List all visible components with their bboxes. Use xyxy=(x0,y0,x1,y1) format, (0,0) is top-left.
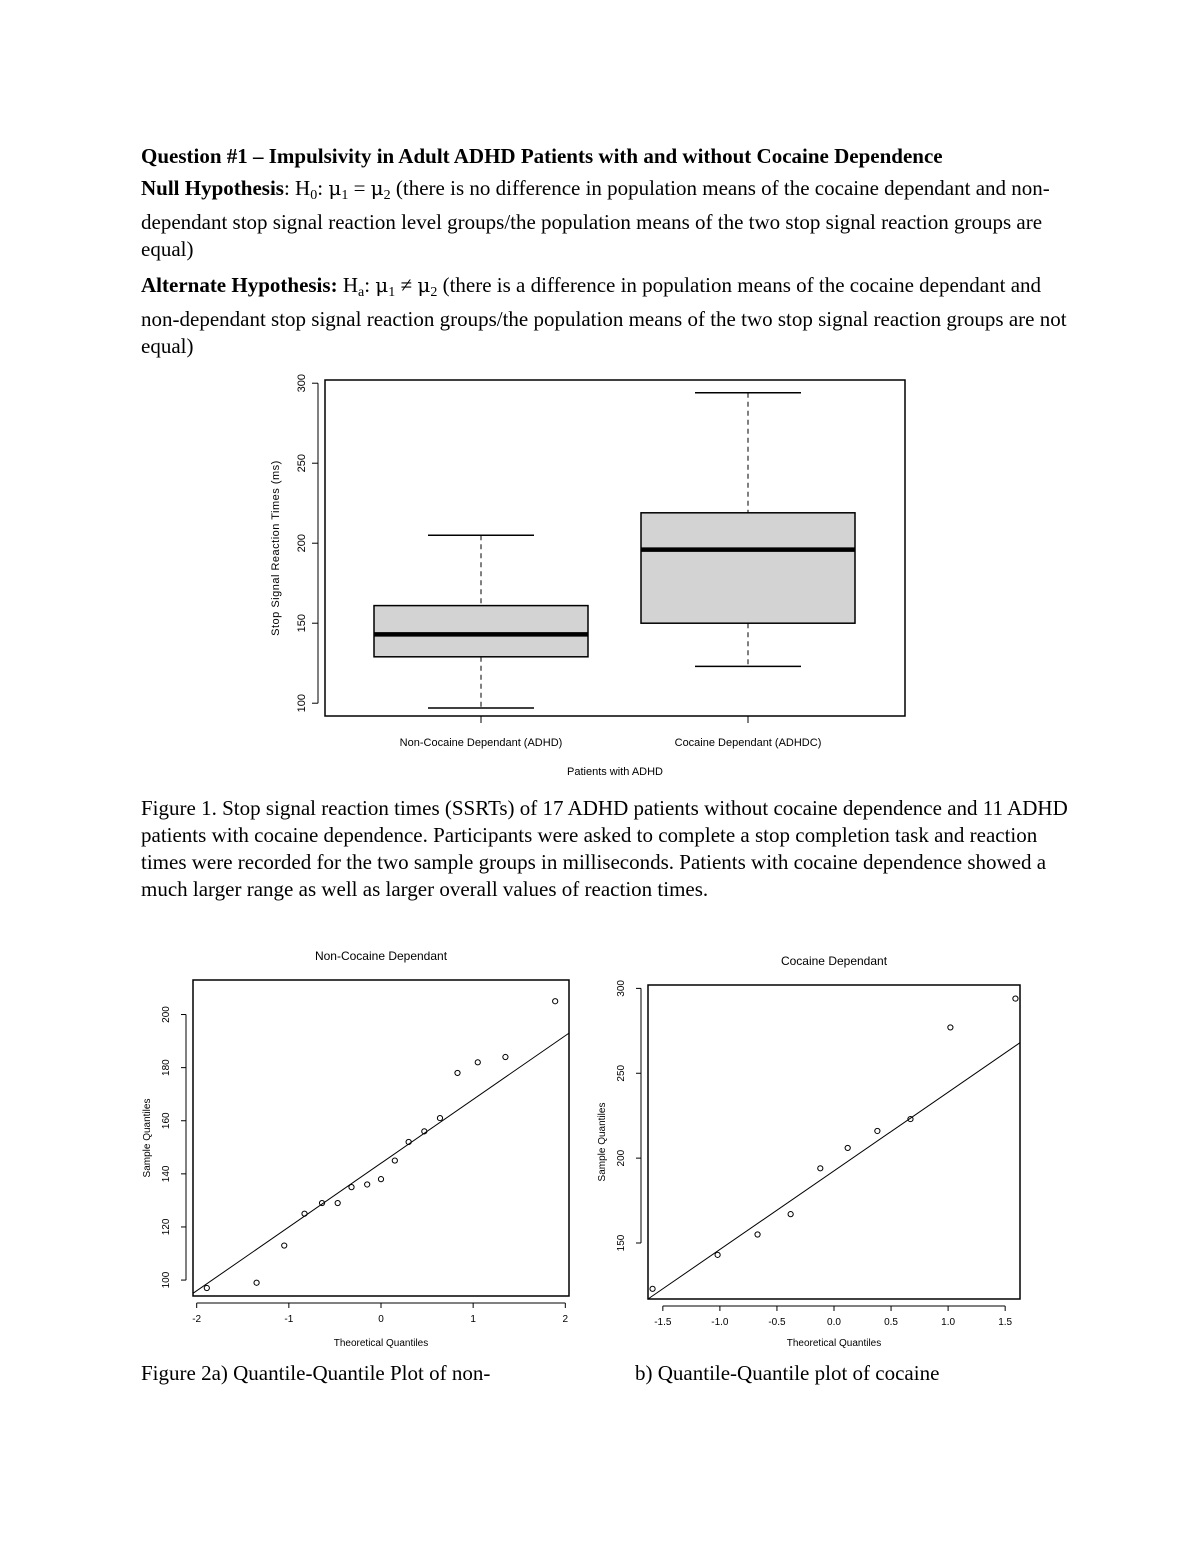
null-hypothesis-text: (there is no difference in population means of the cocaine dependant and non-dependant stop signal reaction level groups/the population means of the two stop signal reaction groups are equal) xyxy=(141,176,1050,261)
null-hypothesis-colon: : xyxy=(317,176,329,200)
null-hypothesis-relation: = xyxy=(348,176,371,200)
qq-y-tick-label: 140 xyxy=(161,1165,172,1183)
boxplot-x-axis-label: Patients with ADHD xyxy=(567,766,663,778)
qq-point xyxy=(788,1212,793,1217)
alternate-hypothesis-mu2-sub: 2 xyxy=(430,285,438,300)
qq-x-tick-label: 1 xyxy=(470,1314,476,1325)
boxplot-y-tick-label: 150 xyxy=(296,614,308,633)
null-hypothesis-mu1: μ xyxy=(328,176,342,200)
alternate-hypothesis-h: H xyxy=(342,273,358,297)
qq-x-tick-label: -0.5 xyxy=(768,1317,786,1328)
qq-y-axis-label: Sample Quantiles xyxy=(142,1098,153,1178)
null-hypothesis-mu2-sub: 2 xyxy=(383,188,391,203)
qq-y-tick-label: 120 xyxy=(161,1218,172,1236)
alternate-hypothesis-mu1-sub: 1 xyxy=(388,285,396,300)
boxplot-x-tick-label: Cocaine Dependant (ADHDC) xyxy=(674,737,822,749)
qq-point xyxy=(875,1128,880,1133)
qq-frame xyxy=(648,985,1020,1299)
qq-x-axis-label: Theoretical Quantiles xyxy=(333,1338,429,1349)
null-hypothesis-h-sub: 0 xyxy=(310,188,318,203)
qq-x-tick-label: -2 xyxy=(192,1314,202,1325)
qq-x-tick-label: -1 xyxy=(284,1314,294,1325)
qq-y-tick-label: 150 xyxy=(616,1234,627,1252)
boxplot-y-tick-label: 200 xyxy=(296,534,308,553)
alternate-hypothesis-colon: : xyxy=(364,273,376,297)
qq-point xyxy=(845,1145,850,1150)
qq-y-tick-label: 160 xyxy=(161,1112,172,1130)
figure1-caption: Figure 1. Stop signal reaction times (SSRTs) of 17 ADHD patients without cocaine dependence and 11 ADHD patients with cocaine dependence. Participants were asked to complete a stop completion task and reaction times were recorded for the two sample groups in milliseconds. Patients with cocaine dependence showed a much larger range as well as larger overall values of reaction times. xyxy=(141,796,1068,901)
null-hypothesis-mu2: μ xyxy=(370,176,384,200)
qq-title: Cocaine Dependant xyxy=(780,954,888,968)
qq-point xyxy=(755,1232,760,1237)
qq-x-tick-label: -1.5 xyxy=(654,1317,672,1328)
alternate-hypothesis-h-sub: a xyxy=(357,285,365,300)
qq-y-tick-label: 250 xyxy=(616,1064,627,1082)
qq-x-tick-label: 0.5 xyxy=(884,1317,899,1328)
alternate-hypothesis-label: Alternate Hypothesis: xyxy=(141,273,338,297)
qq-y-tick-label: 300 xyxy=(616,980,627,997)
qq-y-tick-label: 200 xyxy=(161,1006,172,1023)
qq-point xyxy=(948,1025,953,1030)
null-hypothesis-sep: : xyxy=(283,176,296,200)
qq-x-tick-label: 1.5 xyxy=(998,1317,1013,1328)
alternate-hypothesis-text: (there is a difference in population means of the cocaine dependant and non-dependant stop signal reaction groups/the population means of the two stop signal reaction groups are not equal) xyxy=(141,273,1067,358)
qq-x-tick-label: -1.0 xyxy=(711,1317,729,1328)
null-hypothesis-h: H xyxy=(295,176,311,200)
qq-x-tick-label: 0 xyxy=(378,1314,384,1325)
qq-point xyxy=(818,1166,823,1171)
qq-point xyxy=(715,1252,720,1257)
qq-title: Non-Cocaine Dependant xyxy=(314,949,448,963)
qq-point xyxy=(650,1286,655,1291)
qq-reference-line xyxy=(648,1043,1020,1299)
qq-y-axis-label: Sample Quantiles xyxy=(597,1102,608,1182)
figure2a-caption: Figure 2a) Quantile-Quantile Plot of non- xyxy=(141,1361,491,1385)
qq-x-axis-label: Theoretical Quantiles xyxy=(786,1338,882,1349)
qq-point xyxy=(1013,996,1018,1001)
figure2b-caption: b) Quantile-Quantile plot of cocaine xyxy=(635,1361,940,1385)
question-title: Question #1 – Impulsivity in Adult ADHD Patients with and without Cocaine Dependence xyxy=(141,144,943,168)
alternate-hypothesis-mu2: μ xyxy=(417,273,431,297)
qq-y-tick-label: 100 xyxy=(161,1271,172,1289)
qq-y-tick-label: 200 xyxy=(616,1149,627,1167)
qq-x-tick-label: 2 xyxy=(562,1314,569,1325)
boxplot-y-tick-label: 300 xyxy=(296,374,308,393)
qq-x-tick-label: 1.0 xyxy=(941,1317,956,1328)
null-hypothesis-mu1-sub: 1 xyxy=(341,188,349,203)
null-hypothesis-label: Null Hypothesis xyxy=(141,176,284,200)
boxplot-y-axis-label: Stop Signal Reaction Times (ms) xyxy=(270,460,282,636)
qq-x-tick-label: 0.0 xyxy=(827,1317,841,1328)
boxplot-x-tick-label: Non-Cocaine Dependant (ADHD) xyxy=(399,737,563,749)
alternate-hypothesis-relation: ≠ xyxy=(395,273,418,297)
qq-y-tick-label: 180 xyxy=(161,1059,172,1076)
boxplot-y-tick-label: 250 xyxy=(296,454,308,473)
alternate-hypothesis-mu1: μ xyxy=(375,273,389,297)
boxplot-y-tick-label: 100 xyxy=(296,694,308,713)
